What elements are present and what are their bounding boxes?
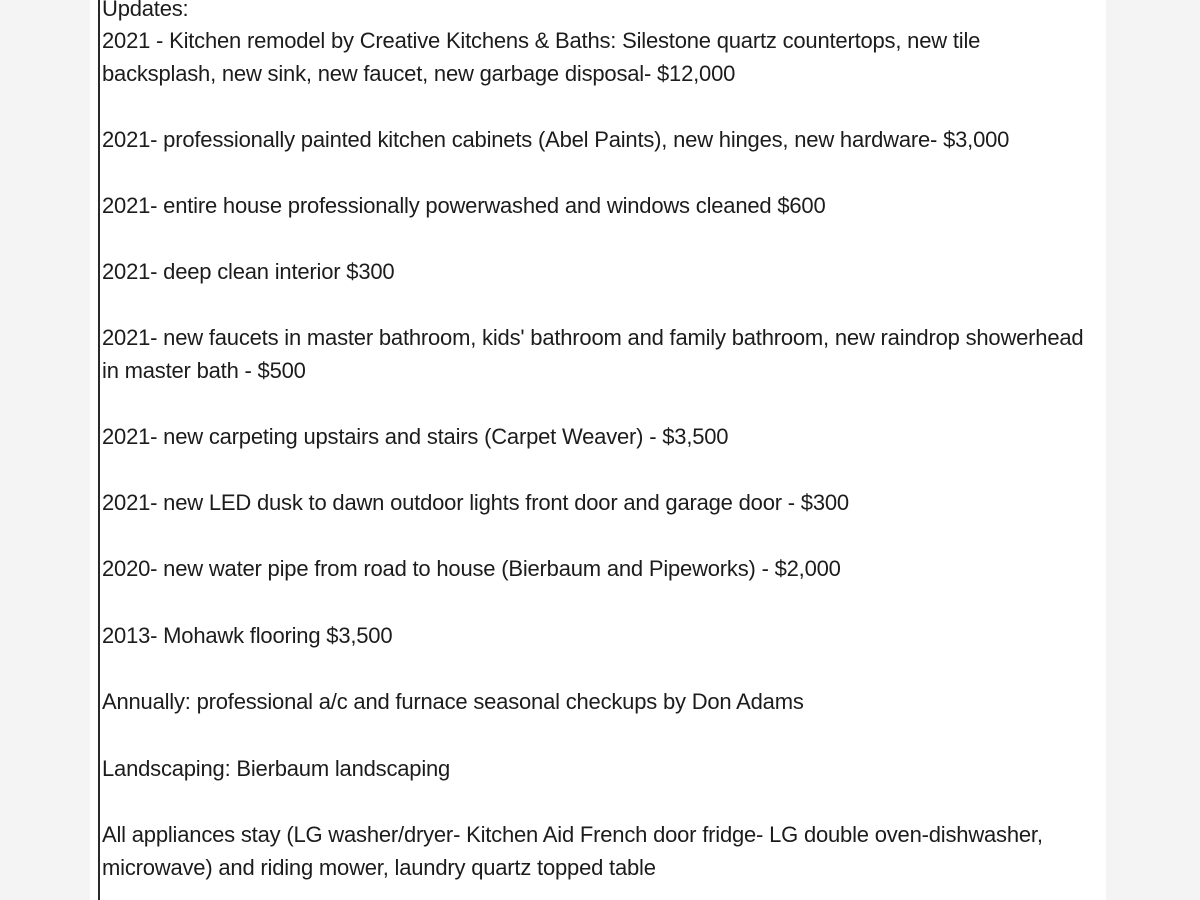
entry-annual-checkups: Annually: professional a/c and furnace seasonal checkups by Don Adams [102,689,804,714]
entry-powerwash: 2021- entire house professionally powerwashed and windows cleaned $600 [102,193,826,218]
updates-heading: Updates: [102,0,189,21]
entry-water-pipe: 2020- new water pipe from road to house (Bierbaum and Pipeworks) - $2,000 [102,556,841,581]
entry-carpeting: 2021- new carpeting upstairs and stairs (Carpet Weaver) - $3,500 [102,424,729,449]
entry-kitchen-cabinets: 2021- professionally painted kitchen cabinets (Abel Paints), new hinges, new hardware- $3,000 [102,127,1010,152]
entry-appliances: All appliances stay (LG washer/dryer- Kitchen Aid French door fridge- LG double oven-dishwasher, microwave) and riding mower, laundry quartz topped table [102,822,1043,880]
entry-kitchen-remodel: 2021 - Kitchen remodel by Creative Kitchens & Baths: Silestone quartz countertops, new tile backsplash, new sink, new faucet, new garbage disposal- $12,000 [102,28,981,86]
entry-deep-clean: 2021- deep clean interior $300 [102,259,395,284]
left-margin-line [98,0,100,900]
entry-led-lights: 2021- new LED dusk to dawn outdoor lights front door and garage door - $300 [102,490,849,515]
entry-bathroom-faucets: 2021- new faucets in master bathroom, kids' bathroom and family bathroom, new raindrop showerhead in master bath - $500 [102,325,1084,383]
entry-landscaping: Landscaping: Bierbaum landscaping [102,756,451,781]
entry-mohawk-flooring: 2013- Mohawk flooring $3,500 [102,623,393,648]
